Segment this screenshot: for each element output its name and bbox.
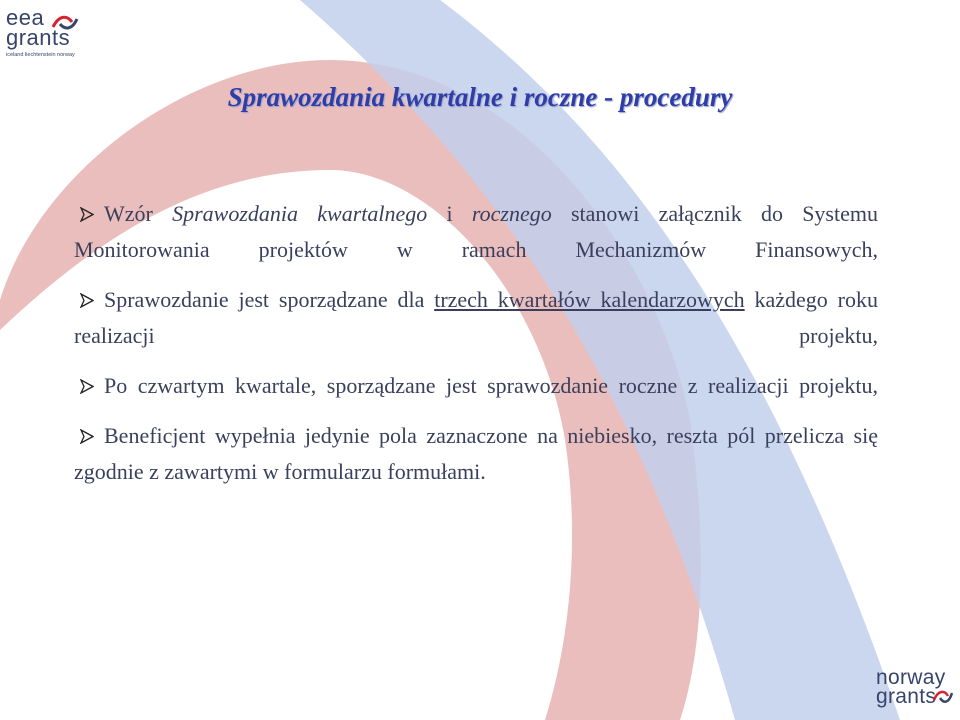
bullet-1-text-a: Wzór — [104, 201, 173, 226]
bullet-item-4 — [74, 418, 878, 490]
bullet-2-text-a: Sprawozdanie jest sporządzane dla — [104, 287, 435, 312]
bullet-item-2 — [74, 282, 878, 354]
logo-text-grants: grants — [6, 25, 71, 50]
ribbon-mark-icon — [50, 10, 80, 34]
bullet-item-1 — [74, 196, 878, 268]
bullet-item-3 — [74, 368, 878, 404]
bullet-4-text: Beneficjent wypełnia jedynie pola zaznaczone na niebiesko, reszta pól przelicza się zgodnie z zawartymi w formularzu formułami. — [74, 423, 878, 484]
norway-grants-logo — [876, 668, 956, 716]
arrow-bullet-icon — [80, 207, 94, 222]
logo-text-eea: eea — [6, 5, 45, 30]
arrow-bullet-icon — [80, 379, 94, 394]
bullet-1-text-b: Sprawozdania kwartalnego — [172, 201, 428, 226]
bullet-1-text-c: i — [427, 201, 472, 226]
bullet-2-text-c: każdego roku realizacji projektu, — [74, 287, 878, 348]
bullet-1-text-d: rocznego — [471, 201, 552, 226]
arrow-bullet-icon — [80, 429, 94, 444]
bullet-list — [74, 196, 878, 504]
bullet-3-text: Po czwartym kwartale, sporządzane jest sprawozdanie roczne z realizacji projektu, — [104, 373, 878, 398]
eea-grants-logo — [6, 5, 86, 66]
logo-text-grants: grants — [876, 685, 937, 708]
logo-text-norway: norway — [876, 666, 946, 689]
logo-text-countries: iceland liechtenstein norway — [6, 52, 75, 58]
arrow-bullet-icon — [80, 293, 94, 308]
slide-title: Sprawozdania kwartalne i roczne - procedury — [227, 82, 733, 112]
bullet-1-text-e: stanowi załącznik do Systemu Monitorowania projektów w ramach Mechanizmów Finansowych, — [74, 201, 878, 262]
ribbon-mark-icon — [932, 685, 954, 707]
bullet-2-text-underlined: trzech kwartałów kalendarzowych — [434, 287, 745, 312]
